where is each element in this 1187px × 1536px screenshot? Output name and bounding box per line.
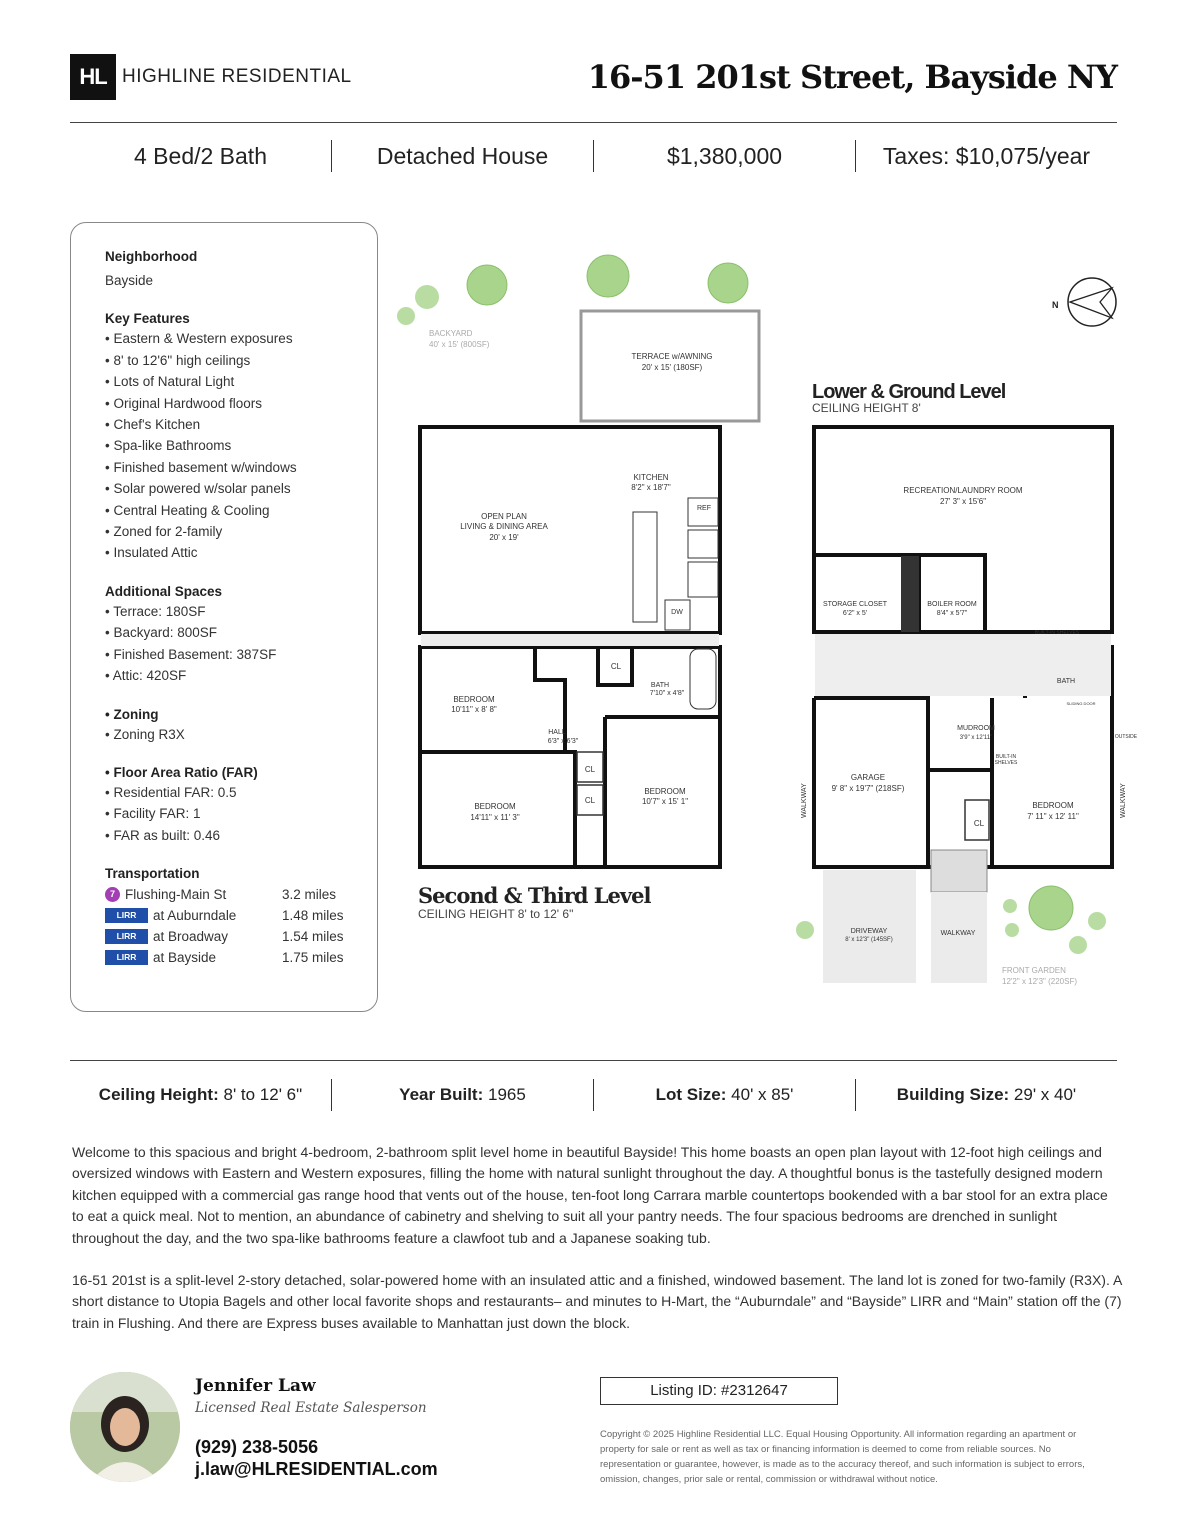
closet-label: CL — [973, 819, 985, 828]
entry-stoop — [931, 850, 987, 892]
list-item: • Original Hardwood floors — [105, 395, 263, 411]
lower-level-ceiling: CEILING HEIGHT 8' — [812, 401, 921, 415]
driveway-label: DRIVEWAY — [850, 928, 888, 935]
outside-label: OUTSIDE — [1114, 734, 1138, 740]
station-name: at Auburndale — [153, 908, 237, 924]
kitchen-label: KITCHEN — [633, 473, 669, 482]
walkway-label: WALKWAY — [801, 783, 808, 818]
zoning-list — [105, 724, 377, 745]
front-garden-label: FRONT GARDEN — [1002, 966, 1066, 975]
list-item: • 8' to 12'6" high ceilings — [105, 352, 251, 368]
list-item: • Facility FAR: 1 — [105, 806, 201, 822]
ceiling-label: Ceiling Height: — [98, 1085, 219, 1104]
station-name: at Broadway — [153, 929, 229, 945]
list-item: • Terrace: 180SF — [105, 603, 206, 619]
agent-phone[interactable]: (929) 238-5056 — [195, 1437, 319, 1457]
building-label: Building Size: — [896, 1085, 1010, 1104]
details-rule — [70, 1060, 1117, 1061]
lower-hall — [815, 634, 1111, 696]
storage-label: STORAGE CLOSET — [822, 601, 888, 608]
station-distance: 1.48 miles — [282, 908, 344, 924]
transport-row — [105, 947, 377, 968]
list-item: • FAR as built: 0.46 — [105, 827, 221, 843]
closet-label: CL — [610, 662, 622, 671]
lirr-icon: LIRR — [105, 950, 148, 965]
transport-row — [105, 926, 377, 947]
list-item: • Chef's Kitchen — [105, 417, 201, 433]
terrace-label: TERRACE w/AWNING — [631, 352, 713, 361]
station-name: at Bayside — [153, 950, 217, 966]
agent-name: Jennifer Law — [195, 1376, 316, 1396]
bedroom-size: 7' 11" x 12' 11" — [1027, 812, 1079, 821]
neighborhood-value: Bayside — [105, 273, 154, 288]
list-item: • Residential FAR: 0.5 — [105, 784, 237, 800]
station-name: Flushing-Main St — [125, 887, 227, 903]
chimney — [901, 556, 919, 632]
legal-disclaimer: Copyright © 2025 Highline Residential LLC. Equal Housing Opportunity. All information regarding an apartment or property for sale or rent as well as tax or financing information is deemed to come from reliable sources. No representation or guarantee, however, is made as to the accuracy thereof, and such information is subject to errors, omission, changes, prior sale or rental, commission or withdrawal without notice. — [600, 1429, 1085, 1485]
list-item: • Insulated Attic — [105, 545, 198, 561]
bedroom-label: BEDROOM — [453, 695, 495, 704]
backyard-label: BACKYARD — [429, 329, 473, 338]
subway-7-icon: 7 — [105, 887, 120, 902]
list-item: • Lots of Natural Light — [105, 374, 235, 390]
list-item: • Central Heating & Cooling — [105, 502, 270, 518]
listing-id: Listing ID: #2312647 — [600, 1377, 838, 1405]
front-garden-size: 12'2" x 12'3" (220SF) — [1002, 977, 1077, 986]
built-in-shelves-label: BUILT-IN SHELVES — [1034, 630, 1080, 636]
description — [72, 1142, 1122, 1355]
year-value: 1965 — [488, 1085, 526, 1104]
property-address: 16-51 201st Street, Bayside NY — [587, 58, 1117, 96]
storage-size: 6'2" x 5' — [842, 610, 868, 617]
details-sidebar — [70, 222, 378, 1012]
list-item: • Zoning R3X — [105, 726, 185, 742]
boiler-label: BOILER ROOM — [927, 601, 977, 608]
lirr-icon: LIRR — [105, 929, 148, 944]
living-dining-label: LIVING & DINING AREA — [460, 522, 548, 531]
logo-mark: HL — [70, 54, 116, 100]
hall-size: 6'3" x 6'3" — [547, 738, 579, 745]
avatar — [70, 1372, 180, 1482]
kitchen-island — [633, 512, 657, 622]
walkway-label: WALKWAY — [1120, 783, 1127, 818]
bedroom-size: 10'7" x 15' 1" — [641, 797, 689, 806]
shelves-label: SHELVES — [994, 760, 1018, 766]
boiler-size: 8'4" x 5'7" — [936, 610, 968, 617]
garage-size: 9' 8" x 19'7" (218SF) — [831, 784, 905, 793]
garage-label: GARAGE — [850, 773, 886, 782]
property-type: Detached House — [376, 142, 549, 169]
price: $1,380,000 — [666, 142, 783, 169]
station-distance: 3.2 miles — [282, 887, 337, 903]
spaces-title: Additional Spaces — [105, 583, 223, 599]
station-distance: 1.54 miles — [282, 929, 344, 945]
bedroom-label: BEDROOM — [1032, 801, 1074, 810]
bedroom-label: BEDROOM — [474, 802, 516, 811]
mudroom-label: MUDROOM — [957, 725, 995, 732]
taxes: Taxes: $10,075/year — [882, 142, 1091, 169]
bedroom-size: 14'11" x 11' 3" — [470, 813, 520, 822]
compass-icon — [1068, 278, 1116, 326]
open-plan-size: 20' x 19' — [489, 533, 519, 542]
lower-level-title: Lower & Ground Level — [812, 381, 1006, 403]
mudroom-size: 3'9" x 12'11" — [959, 735, 993, 741]
list-item: • Spa-like Bathrooms — [105, 438, 232, 454]
list-item: • Backyard: 800SF — [105, 625, 218, 641]
agent-email[interactable]: j.law@HLRESIDENTIAL.com — [195, 1459, 438, 1479]
bedroom-label: BEDROOM — [644, 787, 686, 796]
transport-row — [105, 884, 377, 905]
details-bar — [70, 1078, 1117, 1112]
zoning-title: • Zoning — [105, 706, 159, 722]
header-rule — [70, 122, 1117, 123]
list-item: • Solar powered w/solar panels — [105, 481, 291, 497]
lot-label: Lot Size: — [655, 1085, 727, 1104]
beds-baths: 4 Bed/2 Bath — [134, 142, 267, 169]
spaces-list — [105, 601, 377, 687]
rec-room-size: 27' 3" x 15'6" — [939, 497, 987, 506]
list-item: • Finished basement w/windows — [105, 459, 297, 475]
transport-row — [105, 905, 377, 926]
features-list — [105, 328, 377, 563]
walkway-label: WALKWAY — [940, 930, 976, 937]
ref-label: REF — [697, 505, 711, 512]
closet-label: CL — [584, 796, 596, 805]
building-value: 29' x 40' — [1013, 1085, 1077, 1104]
bathtub — [690, 649, 716, 709]
list-item: • Finished Basement: 387SF — [105, 646, 277, 662]
description-paragraph: Welcome to this spacious and bright 4-bedroom, 2-bathroom split level home in beautiful Bayside! This home boasts an open plan layout with 12-foot high ceilings and oversized windows with Eastern and Western exposures, filling the home with natural sunlight throughout the day. A thoughtful bonus is the tastefully designed modern kitchen equipped with a commercial gas range hood that vents out of the house, ten-foot long Carrara marble countertops bookended with a bar stool for an extra place to eat a quick meal. Not to mention, an abundance of cabinetry and shelving to suit all your pantry needs. The four spacious bedrooms are drenched in sunlight throughout the day, and the two spa-like bathrooms feature a clawfoot tub and a Japanese soaking tub. — [72, 1144, 1108, 1246]
bedroom-size: 10'11" x 8' 8" — [451, 705, 497, 714]
transport-title: Transportation — [105, 866, 200, 882]
bath-label: BATH — [650, 682, 670, 689]
north-label: N — [1052, 300, 1059, 310]
built-in-label: BUILT-IN — [995, 754, 1017, 760]
ceiling-value: 8' to 12' 6" — [223, 1085, 303, 1104]
far-title: • Floor Area Ratio (FAR) — [105, 764, 258, 780]
year-label: Year Built: — [399, 1085, 484, 1104]
floor-plan — [390, 250, 1150, 990]
station-distance: 1.75 miles — [282, 950, 344, 966]
bath-label: BATH — [1056, 678, 1076, 685]
far-list — [105, 782, 377, 846]
sliding-door-label: SLIDING DOOR — [1066, 701, 1096, 706]
kitchen-size: 8'2" x 18'7" — [631, 483, 671, 492]
neighborhood-title: Neighborhood — [105, 249, 198, 264]
terrace-size: 20' x 15' (180SF) — [641, 363, 703, 372]
driveway-area — [823, 870, 916, 983]
agent-title: Licensed Real Estate Salesperson — [195, 1400, 427, 1416]
upper-level-ceiling: CEILING HEIGHT 8' to 12' 6" — [418, 907, 574, 921]
lot-value: 40' x 85' — [731, 1085, 794, 1104]
brand-name: HIGHLINE RESIDENTIAL — [122, 66, 352, 87]
walkway-area — [931, 892, 987, 983]
driveway-size: 8' x 12'3" (145SF) — [845, 937, 893, 943]
summary-bar — [70, 138, 1117, 174]
bath-size: 7'10" x 4'8" — [649, 690, 685, 697]
stair-hall — [421, 634, 719, 646]
list-item: • Attic: 420SF — [105, 668, 187, 684]
closet-label: CL — [584, 765, 596, 774]
description-paragraph: 16-51 201st is a split-level 2-story detached, solar-powered home with an insulated attic and a finished, windowed basement. The land lot is zoned for two-family (R3X). A short distance to Utopia Bagels and other local favorite shops and restaurants– and minutes to H-Mart, the “Auburndale” and “Bayside” LIRR and “Main” station off the (7) train in Flushing. And there are Express buses available to Manhattan just down the block. — [72, 1272, 1122, 1331]
upper-level-title: Second & Third Level — [418, 883, 651, 908]
open-plan-label: OPEN PLAN — [481, 512, 527, 521]
backyard-size: 40' x 15' (800SF) — [429, 340, 490, 349]
lirr-icon: LIRR — [105, 908, 148, 923]
hall-label: HALL — [548, 729, 566, 736]
features-title: Key Features — [105, 311, 190, 327]
rec-room-label: RECREATION/LAUNDRY ROOM — [903, 486, 1023, 495]
list-item: • Eastern & Western exposures — [105, 331, 293, 347]
dw-label: DW — [671, 609, 683, 616]
list-item: • Zoned for 2-family — [105, 524, 223, 540]
